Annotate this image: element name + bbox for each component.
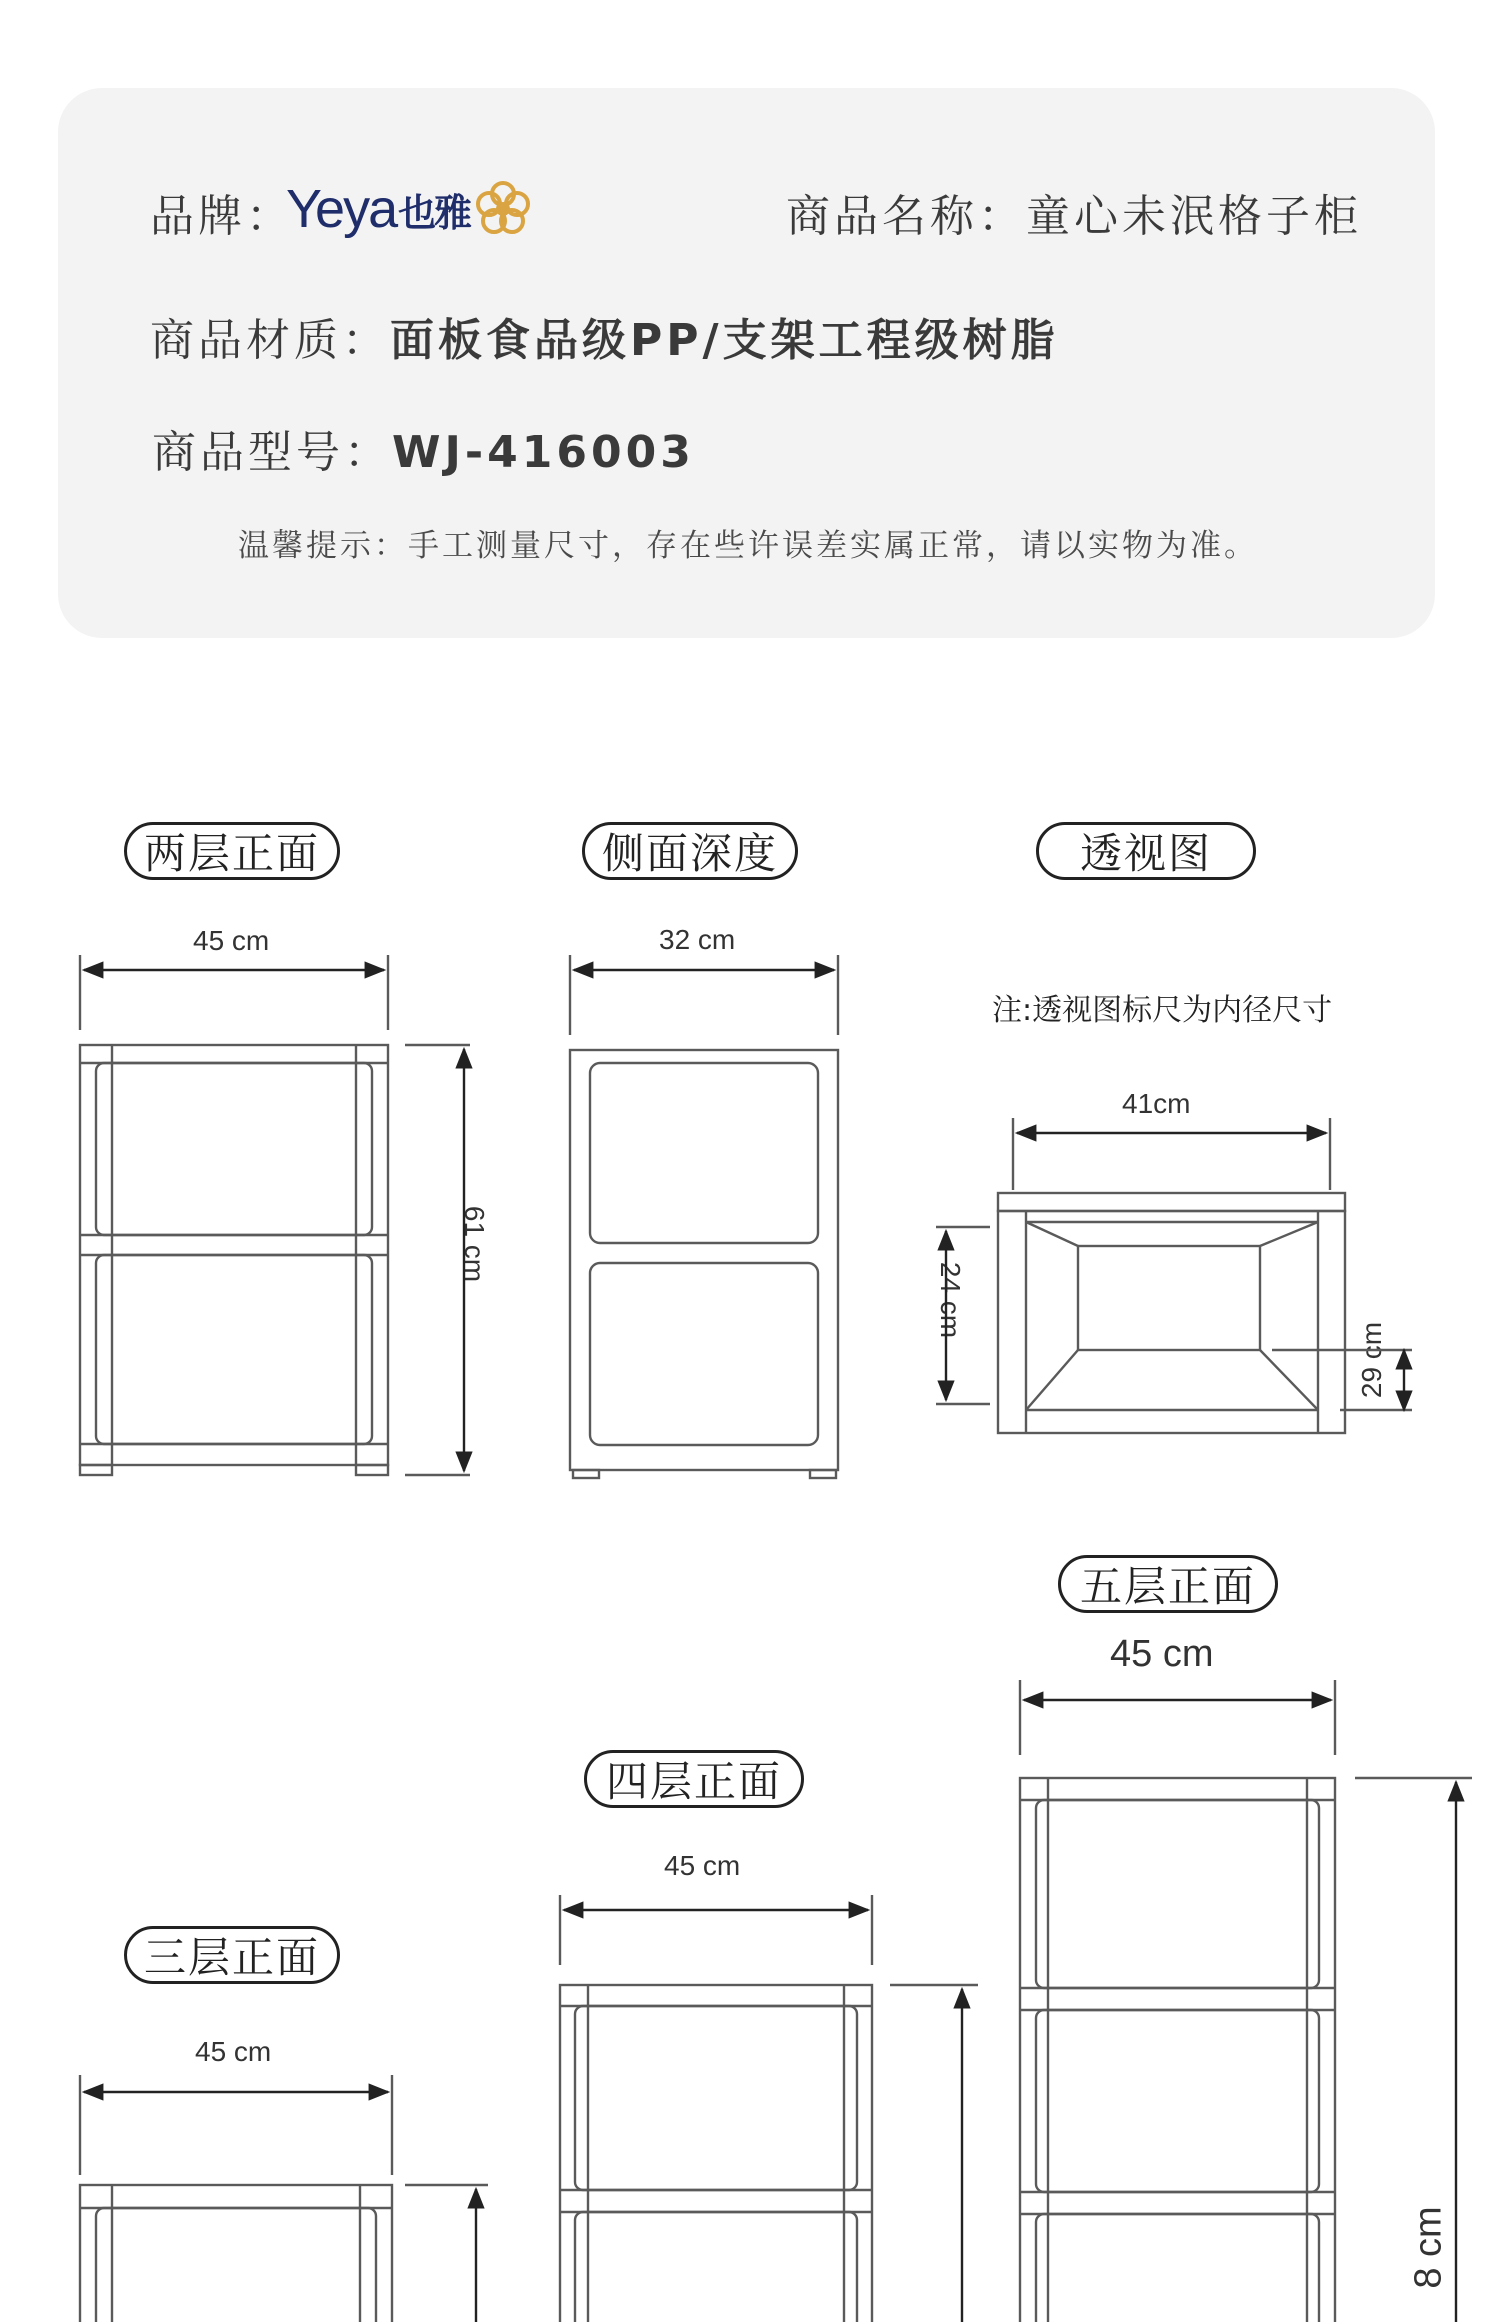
five-layer-front-drawing (1020, 1680, 1472, 2322)
material-label: 商品材质： (150, 315, 390, 366)
perspective-drawing (936, 1118, 1412, 1433)
model-label: 商品型号： (152, 427, 392, 478)
two-layer-width-label: 45 cm (193, 925, 270, 956)
perspective-height-label: 24 cm (935, 1261, 967, 1339)
brand-label: 品牌： (150, 191, 294, 242)
four-layer-width-label: 45 cm (664, 1850, 741, 1881)
three-layer-title: 三层正面 (124, 1926, 340, 1984)
perspective-note: 注:透视图标尺为内径尺寸 (992, 993, 1333, 1028)
brand-logo-cn: 也雅 (398, 190, 471, 235)
perspective-width-label: 41cm (1122, 1088, 1191, 1119)
five-layer-height-label: 8 cm (1407, 2206, 1450, 2289)
side-depth-title: 侧面深度 (582, 822, 798, 880)
five-layer-title: 五层正面 (1058, 1555, 1278, 1613)
four-layer-title: 四层正面 (584, 1750, 804, 1808)
four-layer-front-drawing (560, 1895, 978, 2322)
side-depth-drawing (570, 955, 838, 1478)
two-layer-front-drawing (80, 955, 470, 1475)
product-name-label: 商品名称： (786, 191, 1026, 242)
brand-logo-text: Yeya (286, 179, 397, 239)
material-value: 面板食品级PP/支架工程级树脂 (390, 315, 1059, 366)
measurement-notice: 温馨提示：手工测量尺寸，存在些许误差实属正常，请以实物为准。 (238, 528, 1258, 564)
two-layer-title: 两层正面 (124, 822, 340, 880)
perspective-depth-label: 29 cm (1356, 1321, 1388, 1399)
product-name-value: 童心未泯格子柜 (1026, 191, 1362, 242)
model-value: WJ-416003 (392, 427, 695, 478)
three-layer-front-drawing (80, 2075, 488, 2322)
side-depth-label: 32 cm (659, 924, 736, 955)
perspective-title: 透视图 (1036, 822, 1256, 880)
five-layer-width-label: 45 cm (1110, 1633, 1214, 1675)
two-layer-height-label: 61 cm (459, 1205, 491, 1283)
three-layer-width-label: 45 cm (195, 2036, 272, 2067)
